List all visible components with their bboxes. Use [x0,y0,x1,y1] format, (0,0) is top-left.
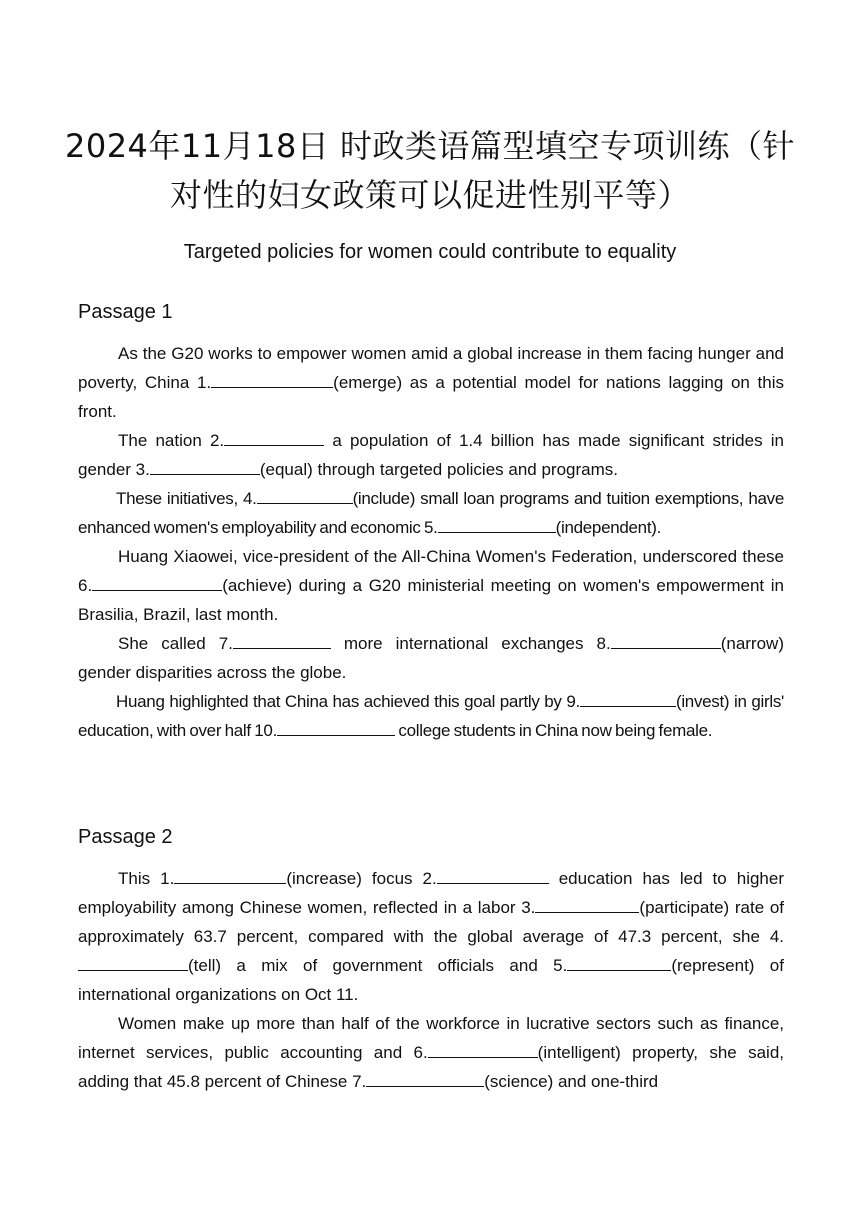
passage-1-paragraph-4 [78,542,784,629]
blank-p2-1 [174,866,286,884]
blank-p2-4 [78,953,188,971]
text-run: (include) small loan programs and tuition exemptions, have enhanced women's employability and economic 5. [78,489,784,537]
passage-1-heading: Passage 1 [78,301,173,323]
blank-p2-2 [437,866,549,884]
text-run: (equal) through targeted policies and programs. [259,460,618,479]
blank-p1-3 [150,457,260,475]
blank-p1-4 [257,486,353,504]
text-run: (participate) rate of approximately 63.7 percent, compared with the global average of 47.3 percent, she 4. [78,898,784,946]
text-run: (emerge) as a potential model for nations lagging on this front. [78,373,784,421]
blank-p1-2 [224,428,324,446]
text-run: This 1. [118,869,175,888]
text-run: (narrow) gender disparities across the globe. [78,634,784,682]
passage-2-heading: Passage 2 [78,826,173,848]
text-run: The nation 2. [118,431,225,450]
title-line-2: 对性的妇女政策可以促进性别平等） [169,176,690,214]
passage-1-paragraph-6 [78,687,784,745]
text-run: She called 7. [118,634,233,653]
text-run: Women make up more than half of the workforce in lucrative sectors such as finance, internet services, public accounting and 6. [78,1014,784,1062]
passage-1-body [78,339,784,745]
article-subtitle: Targeted policies for women could contribute to equality [183,241,677,263]
blank-p2-6 [428,1040,538,1058]
text-run: (science) and one-third [484,1072,659,1091]
text-run: (independent). [555,518,662,537]
passage-2-body [78,864,784,1096]
text-run: Huang Xiaowei, vice-president of the All-China Women's Federation, underscored these 6. [78,547,784,595]
blank-p1-1 [211,370,333,388]
blank-p1-8 [611,631,721,649]
passage-1-paragraph-5 [78,629,784,687]
blank-p2-5 [567,953,671,971]
blank-p1-10 [277,718,395,736]
passage-1-paragraph-2 [78,426,784,484]
text-run: college students in China now being female. [395,721,713,740]
text-run: more international exchanges 8. [330,634,611,653]
text-run: a population of 1.4 billion has made significant strides in gender 3. [78,431,784,479]
text-run: education has led to higher employability among Chinese women, reflected in a labor 3. [78,869,784,917]
blank-p1-6 [92,573,222,591]
text-run: (invest) in girls' education, with over half 10. [78,692,784,740]
blank-p1-7 [233,631,331,649]
text-run: Huang highlighted that China has achieved this goal partly by 9. [116,692,580,711]
passage-2-paragraph-1 [78,864,784,1009]
text-run: (achieve) during a G20 ministerial meeting on women's empowerment in Brasilia, Brazil, last month. [78,576,784,624]
text-run: (represent) of international organizations on Oct 11. [78,956,784,1004]
text-run: (tell) a mix of government officials and 5. [188,956,568,975]
text-run: These initiatives, 4. [116,489,257,508]
text-run: (intelligent) property, she said, adding that 45.8 percent of Chinese 7. [78,1043,784,1091]
text-run: (increase) focus 2. [286,869,437,888]
blank-p1-9 [580,689,676,707]
passage-2-paragraph-2 [78,1009,784,1096]
passage-1-paragraph-1 [78,339,784,426]
blank-p2-3 [535,895,639,913]
passage-1-paragraph-3 [78,484,784,542]
page-title [60,122,800,220]
blank-p2-7 [366,1069,484,1087]
text-run: As the G20 works to empower women amid a global increase in them facing hunger and poverty, China 1. [78,344,784,392]
title-line-1: 2024年11月18日 时政类语篇型填空专项训练（针 [64,127,796,165]
blank-p1-5 [438,515,556,533]
